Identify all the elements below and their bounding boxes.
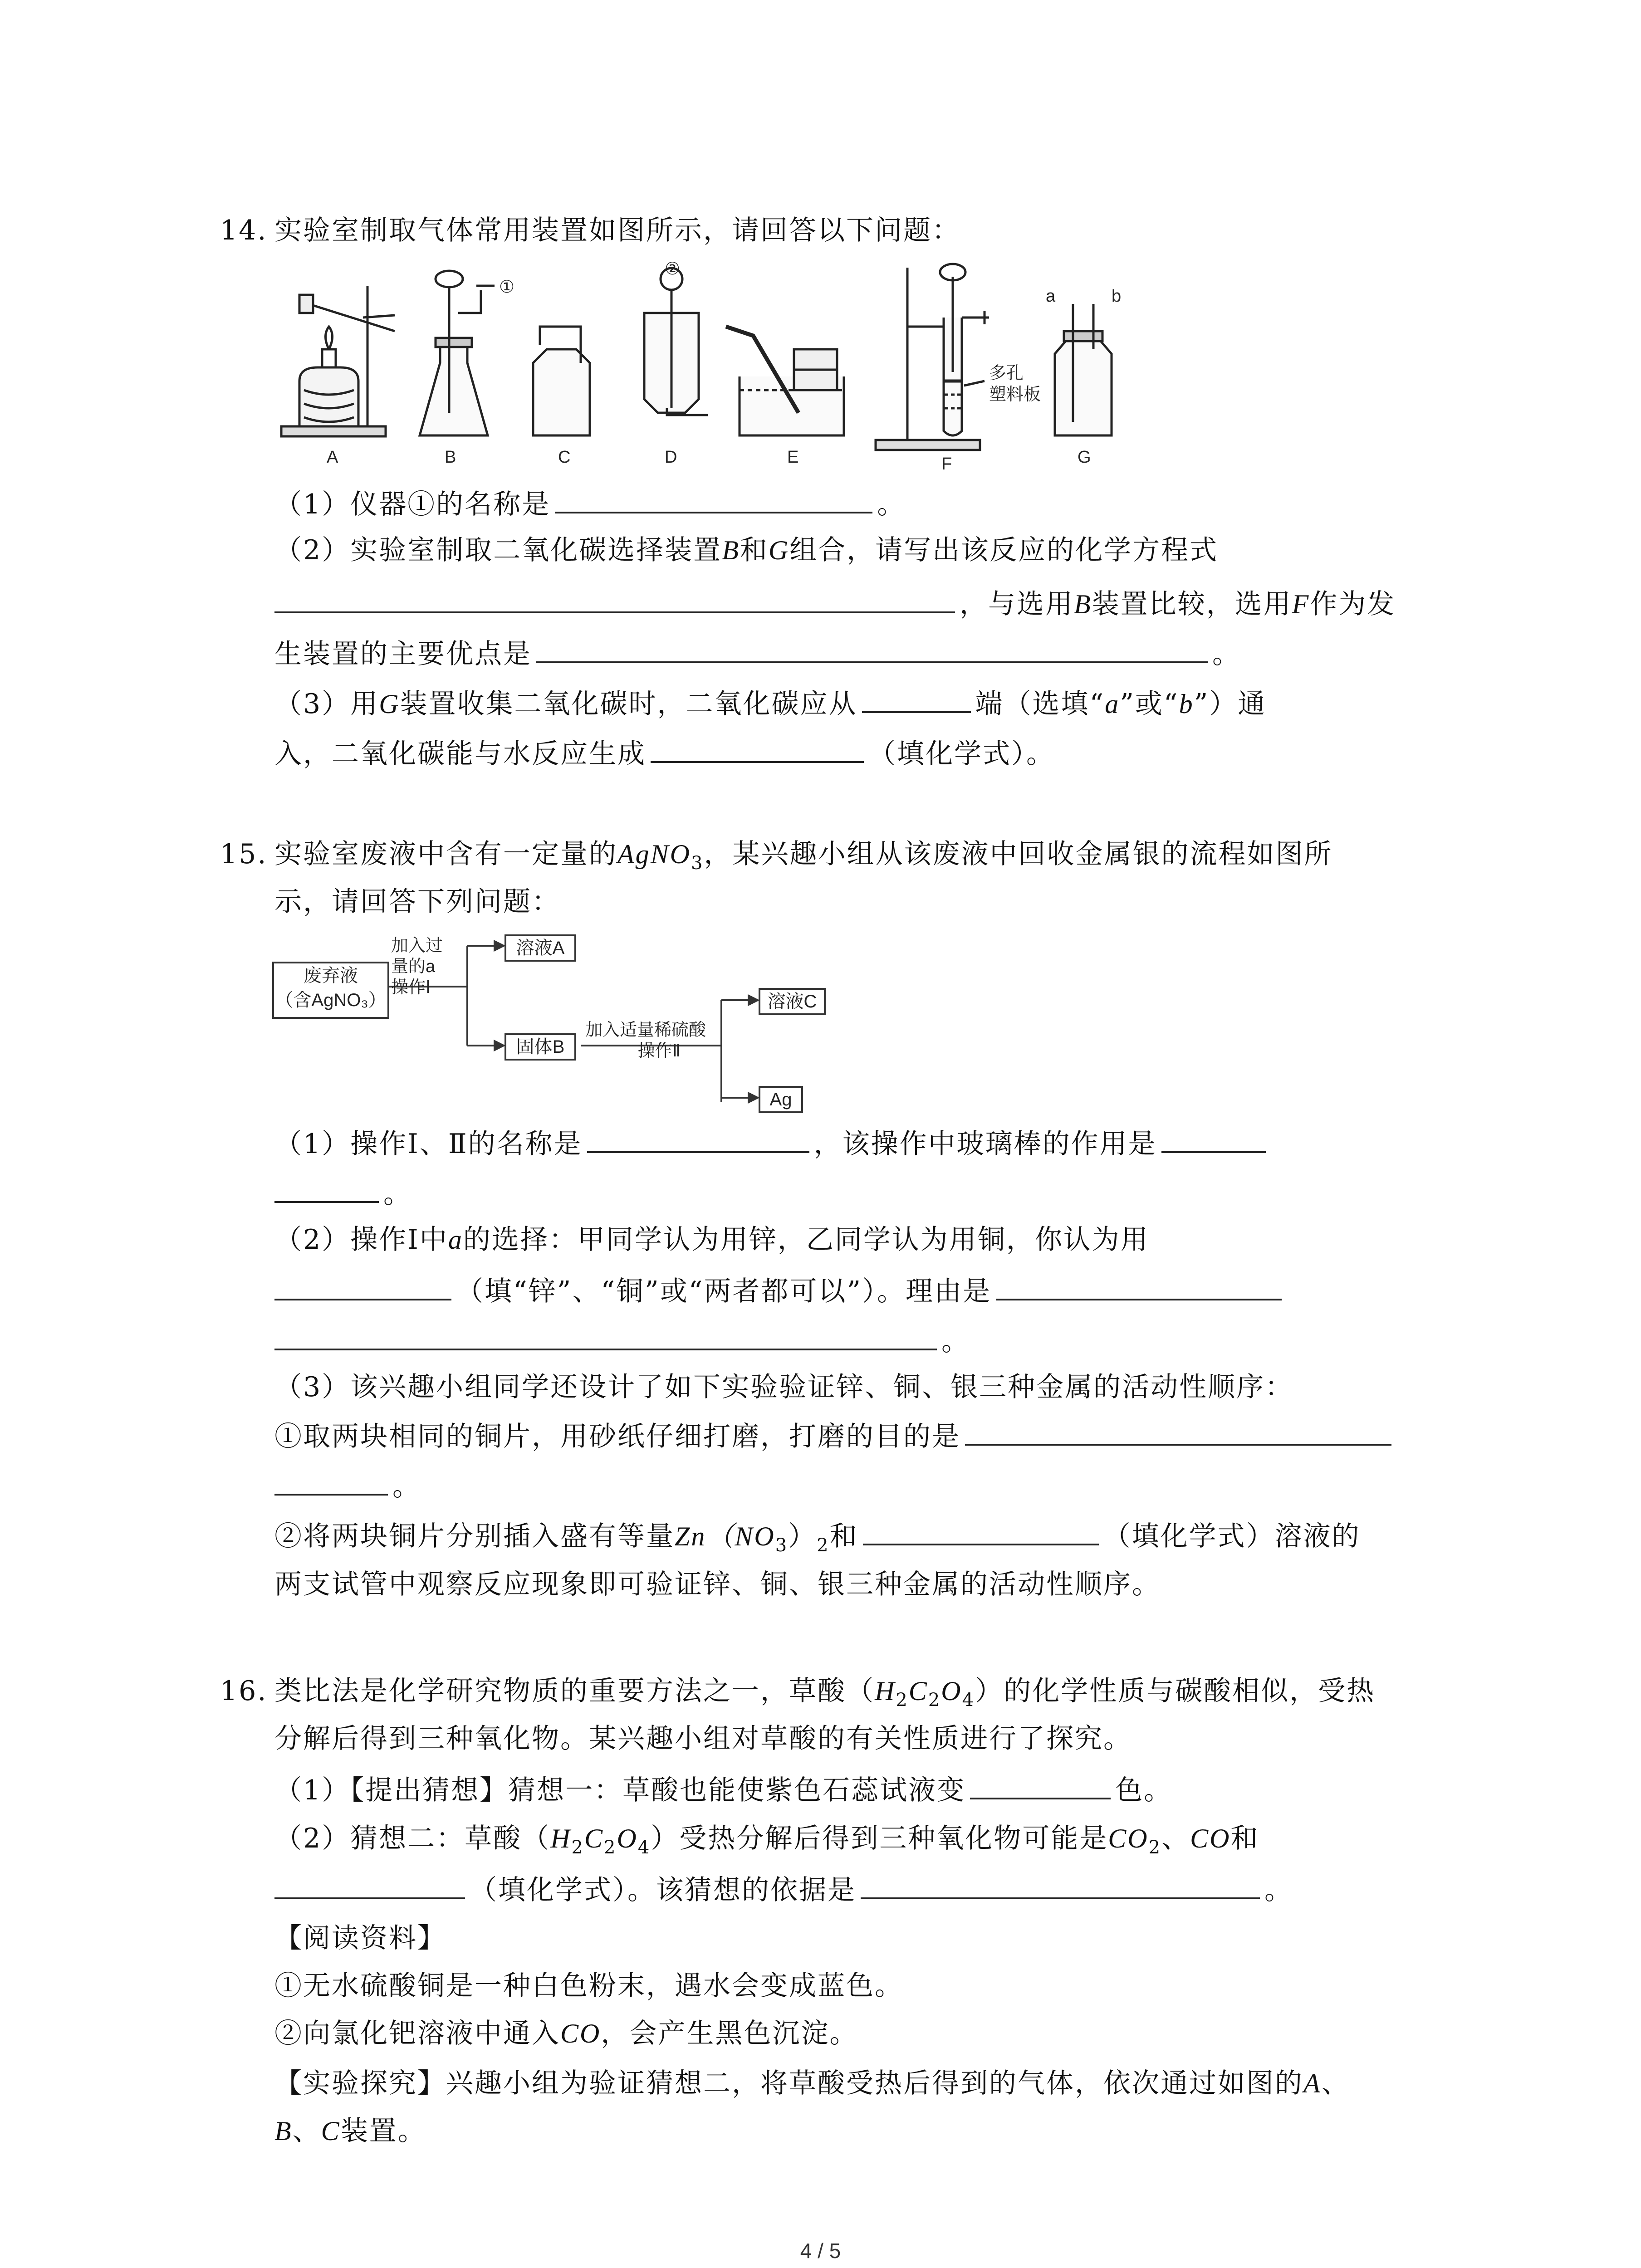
q16-p2-sub1: 2 [571, 1837, 584, 1858]
q15-p3-1-end: 。 [392, 1471, 421, 1502]
q15-flow-chart [272, 934, 862, 1111]
q15-part3-step2-line2 [274, 1567, 1161, 1602]
q16-p2-and: 和 [1230, 1823, 1259, 1854]
q15-operation-blank[interactable] [587, 1125, 809, 1153]
q16-p1-a: （1）【提出猜想】猜想一：草酸也能使紫色石蕊试液变 [274, 1774, 966, 1806]
fig-label-f: F [941, 455, 952, 474]
q14-p1-text: （1）仪器①的名称是 [274, 489, 551, 520]
q15-stem-l2: 示，请回答下列问题： [274, 886, 560, 918]
q16-stem-line2 [274, 1721, 1132, 1756]
q14-p3-opt-a: a [1105, 689, 1120, 719]
q14-p1-blank[interactable] [555, 485, 872, 513]
q16-p2-co2-sub: 2 [1148, 1837, 1162, 1858]
q14-p2-and: 和 [740, 534, 769, 566]
apparatus-a-heating [281, 286, 395, 436]
apparatus-e-trough [726, 327, 844, 435]
q14-equation-blank[interactable] [274, 585, 955, 613]
fig-port-a: a [1046, 287, 1056, 306]
q15-reason-blank[interactable] [996, 1272, 1282, 1300]
q16-sub3: 4 [962, 1690, 975, 1711]
q14-p2-l3-end: 。 [1212, 638, 1241, 670]
q14-part1 [274, 485, 906, 522]
q15-part3-step2 [274, 1517, 1361, 1563]
q16-explore-a: 【实验探究】兴趣小组为验证猜想二，将草酸受热后得到的气体，依次通过如图的 [274, 2068, 1303, 2099]
q16-formula-o: O [941, 1676, 962, 1706]
fig-label-d: D [665, 448, 677, 467]
page-number: 4 / 5 [800, 2239, 841, 2263]
fig-label-e: E [787, 448, 799, 467]
q14-p2-G: G [768, 535, 790, 565]
apparatus-c-bottle [533, 327, 590, 435]
q16-color-blank[interactable] [970, 1771, 1111, 1799]
q14-p2-l2-c: 作为发 [1310, 588, 1396, 620]
flow-ag-box: Ag [759, 1086, 803, 1113]
apparatus-g-bottle [1055, 304, 1112, 435]
flow-waste-1: 废弃液 [304, 966, 358, 986]
q15-p3-2-sub2: 2 [817, 1535, 830, 1556]
q14-p3-e: ”）通 [1194, 688, 1267, 720]
q16-sub2: 2 [928, 1690, 941, 1711]
flow-waste-box [272, 962, 389, 1019]
q16-reading-1 [274, 1969, 903, 2003]
q16-part1 [274, 1771, 1172, 1808]
q15-polish-purpose-blank-cont[interactable] [274, 1467, 388, 1496]
q14-part3-line2 [274, 735, 1055, 771]
q15-p2-end: 。 [941, 1325, 970, 1357]
q16-p2-formula-o: O [617, 1823, 638, 1853]
q16-p2-a: （2）猜想二：草酸（ [274, 1823, 551, 1854]
q15-part2-line2 [274, 1272, 1286, 1309]
flow-step2-2: 操作Ⅱ [637, 1041, 681, 1061]
fig-label-c: C [558, 448, 571, 467]
flow-step1-3: 操作Ⅰ [391, 978, 431, 997]
q16-explore-line1 [274, 2066, 1350, 2101]
q14-part2-line3 [274, 635, 1241, 671]
q16-part2-line1 [274, 1821, 1259, 1865]
flow-solution-a-box: 溶液A [505, 934, 576, 962]
q16-stem-a: 类比法是化学研究物质的重要方法之一，草酸（ [274, 1675, 875, 1707]
q16-reading-2-a: ②向氯化钯溶液中通入 [274, 2018, 560, 2049]
q16-p2-sub2: 2 [604, 1837, 617, 1858]
q16-explore-A: A [1303, 2068, 1322, 2098]
q16-p2-sep: 、 [1161, 1823, 1190, 1854]
q15-p1-a: （1）操作Ⅰ、Ⅱ的名称是 [274, 1128, 583, 1160]
q14-product-blank[interactable] [651, 735, 864, 763]
q15-p3-1: ①取两块相同的铜片，用砂纸仔细打磨，打磨的目的是 [274, 1421, 960, 1452]
fig-label-g: G [1078, 448, 1091, 467]
q15-part2-line3 [274, 1322, 970, 1359]
q16-part2-line2 [274, 1871, 1293, 1907]
q15-glass-rod-blank-cont[interactable] [274, 1175, 379, 1203]
flow-solid-b-box: 固体B [505, 1033, 576, 1061]
apparatus-d-bottle [644, 268, 708, 415]
q14-p2-l2-a: ，与选用 [960, 588, 1074, 620]
flow-step1 [391, 935, 443, 998]
q14-p3-b: 装置收集二氧化碳时，二氧化碳应从 [400, 688, 857, 720]
q14-part2-line1 [274, 533, 1218, 567]
q15-stem-b: ，某兴趣小组从该废液中回收金属银的流程如图所 [704, 838, 1333, 870]
q14-port-blank[interactable] [862, 685, 971, 713]
q16-stem-b: ）的化学性质与碳酸相似，受热 [975, 1675, 1376, 1707]
q14-p3-l2-a: 入，二氧化碳能与水反应生成 [274, 738, 646, 770]
q14-p3-G: G [379, 689, 400, 719]
q14-p3-opt-b: b [1179, 689, 1194, 719]
q14-apparatus-figure [272, 259, 1180, 476]
q14-number: 14. [220, 215, 268, 246]
q15-part1-line1 [274, 1125, 1270, 1161]
q16-explore-b: 装置。 [340, 2115, 426, 2147]
q15-stem-formula: AgNO [617, 839, 691, 869]
q16-reading-2 [274, 2016, 858, 2051]
q15-number: 15. [220, 838, 268, 870]
q15-polish-purpose-blank[interactable] [965, 1418, 1391, 1446]
q15-p3-2-b: （填化学式）溶液的 [1103, 1520, 1361, 1552]
q16-p2-end: 。 [1264, 1874, 1293, 1906]
q16-p2-co2: CO [1108, 1823, 1149, 1853]
flow-waste-2: （含AgNO₃） [275, 990, 387, 1010]
q14-p1-end: 。 [877, 489, 906, 520]
q15-p3-2-and: 和 [829, 1520, 858, 1552]
q14-p3-c: 端（选填“ [975, 688, 1105, 720]
q14-part2-line2 [274, 585, 1396, 621]
q16-explore-sep2: 、 [292, 2115, 321, 2147]
q16-reading-1-text: ①无水硫酸铜是一种白色粉末，遇水会变成蓝色。 [274, 1970, 903, 2002]
q15-part3-step1 [274, 1418, 1396, 1454]
q14-p2-l3: 生装置的主要优点是 [274, 638, 532, 670]
q16-stem-line1 [220, 1674, 1375, 1717]
q15-part3-step1-cont [274, 1467, 421, 1504]
q16-p2-b: ）受热分解后得到三种氧化物可能是 [651, 1823, 1108, 1854]
q15-metal-choice-blank[interactable] [274, 1272, 451, 1300]
q16-reading-2-co: CO [560, 2019, 601, 2048]
q16-reading-title [274, 1921, 446, 1955]
q15-stem-sub: 3 [691, 853, 704, 874]
q15-p1-end: 。 [383, 1178, 412, 1210]
q15-p3-2-formula: Zn（NO [675, 1521, 775, 1551]
q14-p3-a: （3）用 [274, 688, 379, 720]
q16-p2-co: CO [1190, 1823, 1231, 1853]
q14-p2-B: B [722, 535, 740, 565]
q15-part3 [274, 1370, 1293, 1404]
flow-step1-2: 量的a [391, 957, 436, 976]
flow-step2-1: 加入适量稀硫酸 [585, 1021, 706, 1040]
q16-p1-b: 色。 [1115, 1774, 1173, 1806]
q15-stem-line1 [220, 837, 1332, 880]
q16-p2-sub3: 4 [637, 1837, 651, 1858]
q15-p3-2-l2: 两支试管中观察反应现象即可验证锌、铜、银三种金属的活动性顺序。 [274, 1569, 1161, 1600]
flow-step1-1: 加入过 [391, 936, 443, 955]
q16-explore-sep: 、 [1321, 2068, 1350, 2099]
q16-p2-formula-h: H [550, 1823, 572, 1853]
q14-p2-b: 组合，请写出该反应的化学方程式 [789, 534, 1219, 566]
q16-sub1: 2 [896, 1690, 909, 1711]
q15-glass-rod-blank[interactable] [1161, 1125, 1266, 1153]
q16-third-oxide-blank[interactable] [274, 1871, 465, 1899]
q14-p2-l2-b: 装置比较，选用 [1092, 588, 1292, 620]
q16-reading-2-b: ，会产生黑色沉淀。 [601, 2018, 858, 2049]
fig-porous-2: 塑料板 [989, 385, 1041, 404]
fig-label-b: B [445, 448, 456, 467]
q15-p2-b: 的选择：甲同学认为用锌，乙同学认为用铜，你认为用 [463, 1224, 1149, 1256]
q16-p2-l2-a: （填化学式）。该猜想的依据是 [470, 1874, 856, 1906]
q15-p1-b: ，该操作中玻璃棒的作用是 [813, 1128, 1157, 1160]
q16-stem-l2: 分解后得到三种氧化物。某兴趣小组对草酸的有关性质进行了探究。 [274, 1723, 1132, 1755]
q15-reason-blank-cont[interactable] [274, 1322, 937, 1350]
apparatus-f-stand [876, 264, 989, 450]
fig-label-a: A [327, 448, 338, 467]
q15-p3-2-sub3: 3 [775, 1535, 789, 1556]
q15-p2-var: a [448, 1225, 463, 1255]
fig-marker-1: ① [499, 278, 515, 297]
q15-p3-2-a: ②将两块铜片分别插入盛有等量 [274, 1520, 675, 1552]
q15-stem-a: 实验室废液中含有一定量的 [274, 838, 617, 870]
q16-explore-C: C [321, 2116, 341, 2146]
q14-stem-text: 实验室制取气体常用装置如图所示，请回答以下问题： [274, 215, 960, 246]
fig-marker-2: ② [665, 259, 681, 279]
q16-formula-h: H [875, 1676, 896, 1706]
apparatus-b-flask [420, 271, 495, 435]
q16-explore-line2 [274, 2114, 426, 2148]
fig-porous-1: 多孔 [989, 364, 1024, 383]
q15-p3: （3）该兴趣小组同学还设计了如下实验验证锌、铜、银三种金属的活动性顺序： [274, 1371, 1294, 1403]
q16-explore-B: B [274, 2116, 293, 2146]
q15-p2-l2-a: （填“锌”、“铜”或“两者都可以”）。理由是 [456, 1276, 992, 1307]
q15-p3-2-close: ） [788, 1520, 817, 1552]
fig-port-b: b [1112, 287, 1122, 306]
q15-stem-line2 [274, 885, 560, 919]
q15-p2-a: （2）操作Ⅰ中 [274, 1224, 448, 1256]
q16-basis-blank[interactable] [861, 1871, 1260, 1899]
q15-part1-line2 [274, 1175, 412, 1211]
flow-step2 [585, 1020, 706, 1061]
q16-number: 16. [220, 1675, 268, 1707]
q14-p3-d: ”或“ [1120, 688, 1179, 720]
q16-p2-formula-c: C [584, 1823, 604, 1853]
flow-solution-c-box: 溶液C [759, 988, 826, 1015]
q16-formula-c: C [908, 1676, 928, 1706]
q15-part2-line1 [274, 1222, 1149, 1257]
q14-advantage-blank[interactable] [536, 635, 1208, 663]
q14-p2-l2-B: B [1074, 589, 1092, 619]
q16-reading-title-text: 【阅读资料】 [274, 1922, 446, 1954]
q14-p2-a: （2）实验室制取二氧化碳选择装置 [274, 534, 722, 566]
q15-solution-blank[interactable] [863, 1517, 1099, 1545]
q14-p2-l2-F: F [1292, 589, 1310, 619]
q14-part3-line1 [274, 685, 1266, 721]
q14-p3-l2-b: （填化学式）。 [868, 738, 1055, 770]
q14-stem [220, 213, 960, 248]
